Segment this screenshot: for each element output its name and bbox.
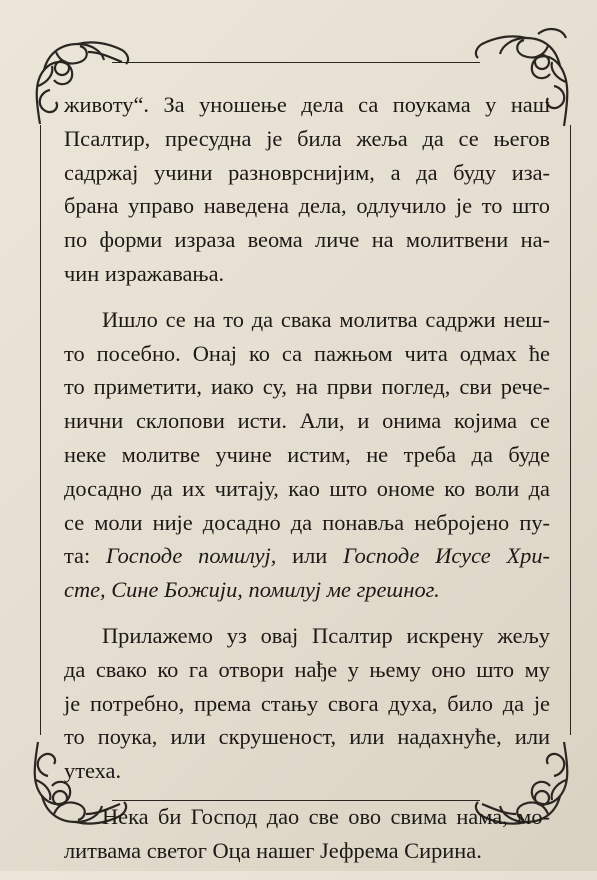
italic-prayer-text: сте, Сине Божији, помилуј ме грешног. [64,577,440,603]
italic-prayer-text: Господе Исусе Хри- [343,543,550,569]
text-line: Ишло се на то да свака молитва садржи неш- [102,306,550,332]
text-line: да свако ко га отвори нађе у њему оно што му [64,656,550,682]
top-rule [112,62,480,63]
text-line: се моли није досадно да понавља небројено пу- [64,509,550,535]
text-run: та: [64,543,106,569]
text-line: Прилажемо уз овај Псалтир искрену жељу [102,622,550,648]
text-line: је потребно, према стању свога духа, било да је [64,690,550,716]
text-line: животу“. За уношење дела са поукама у наш [64,92,550,117]
text-line: неке молитве учине истим, не треба да буде [64,441,550,467]
paragraph-2 [64,303,550,607]
paragraph-1 [64,88,550,291]
text-line: садржај учини разноврснијим, а да буду иза- [64,159,550,185]
text-line: Псалтир, пресудна је била жеља да се његов [64,125,550,151]
text-line: то посебно. Онај ко са пажњом чита одмах ће [64,340,550,366]
text-line: то приметити, иако су, на први поглед, сви рече- [64,374,550,400]
text-line: досадно да их читају, као што ономе ко воли да [64,475,550,501]
paragraph-4 [64,800,550,868]
text-line: Нека би Господ дао све ово свима нама, мо- [102,803,550,829]
text-line [64,539,550,573]
right-rule [570,125,571,735]
text-line: по форми израза веома личе на молитвени на- [64,227,550,253]
text-line: то поука, или скрушеност, или надахнуће, или [64,724,550,750]
paragraph-3 [64,619,550,788]
text-line: нични склопови исти. Али, и онима којима се [64,408,550,434]
left-rule [40,125,41,735]
text-line: чин изражавања. [64,260,225,286]
text-line: литвама светог Оца нашег Јефрема Сирина. [64,837,482,863]
text-run: или [276,543,344,569]
body-text [64,88,550,880]
text-line: утеха. [64,758,122,784]
italic-prayer-text: Господе помилуј, [106,543,277,569]
text-line: брана управо наведена дела, одлучило је то што [64,193,550,219]
